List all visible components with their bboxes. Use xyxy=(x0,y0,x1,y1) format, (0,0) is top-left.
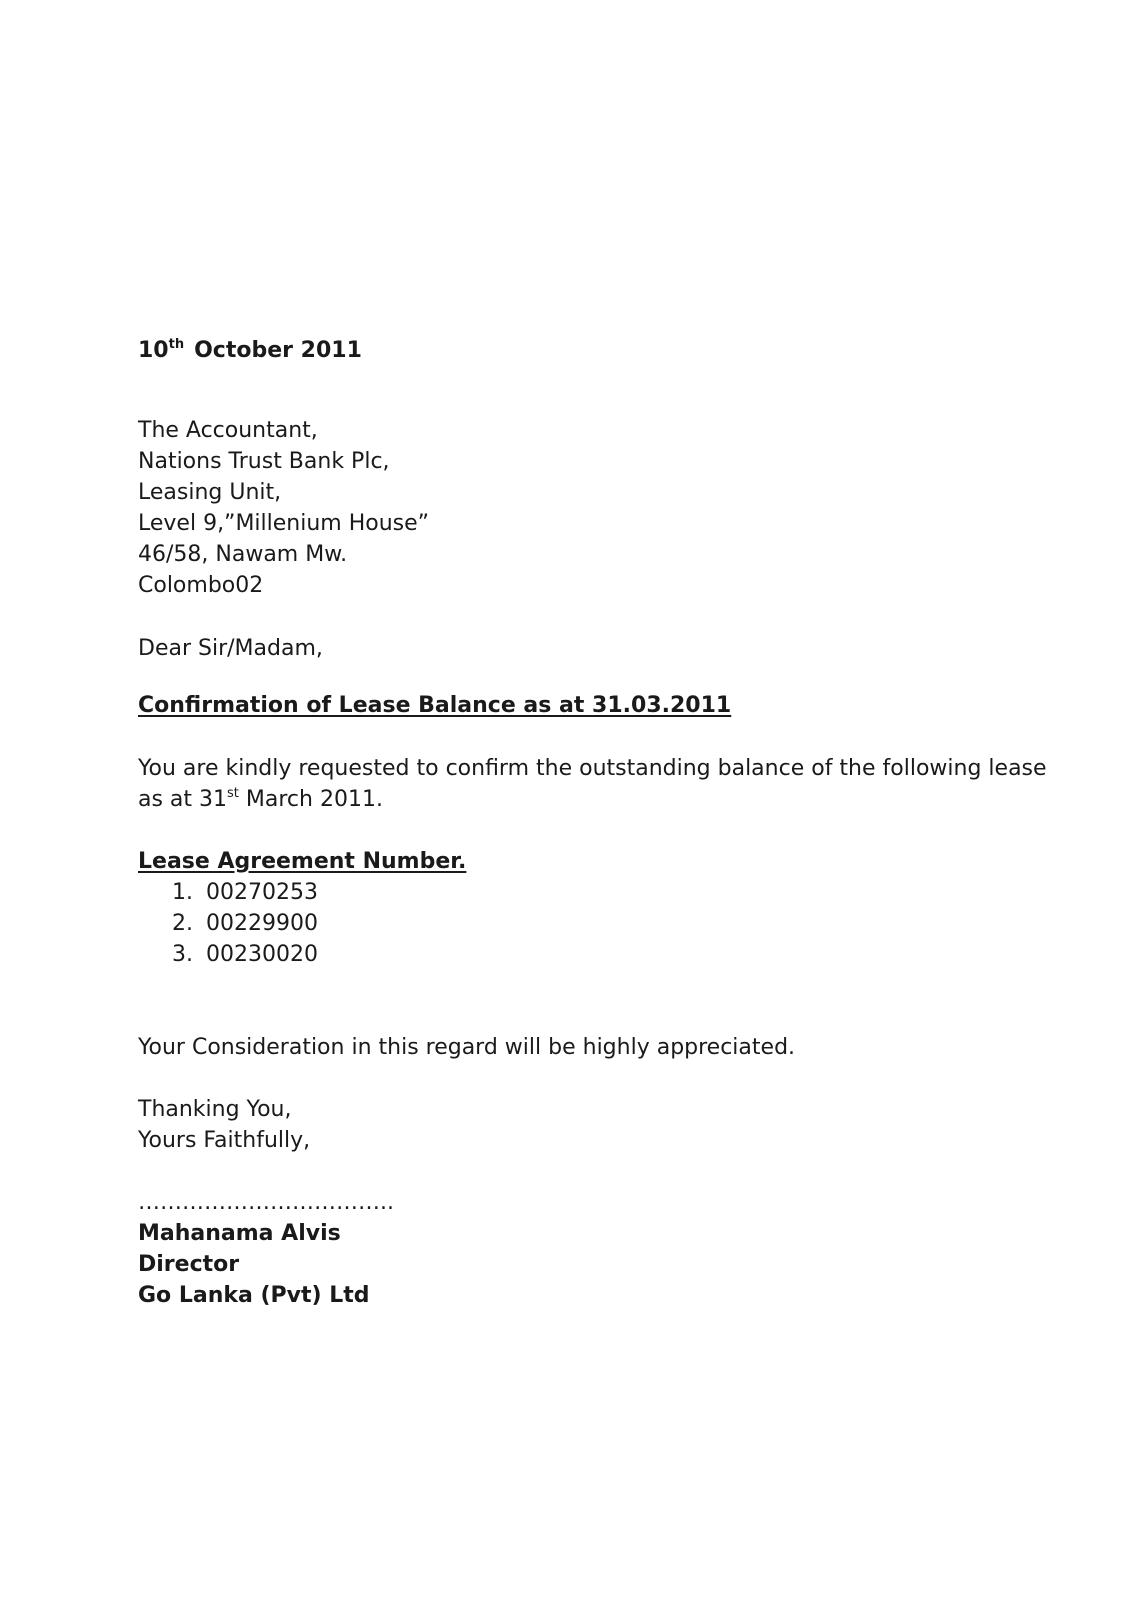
recipient-line: Colombo02 xyxy=(138,573,264,598)
recipient-line: 46/58, Nawam Mw. xyxy=(138,542,348,567)
list-item-index: 2. xyxy=(172,911,193,936)
list-item xyxy=(172,940,318,970)
body-date-prefix: as at 31 xyxy=(138,787,228,812)
list-item-value: 00229900 xyxy=(206,911,318,936)
body-date-rest: March 2011. xyxy=(238,787,383,812)
subject-line: Confirmation of Lease Balance as at 31.03.2011 xyxy=(138,693,732,718)
body-text-line-2 xyxy=(138,785,383,815)
salutation: Dear Sir/Madam, xyxy=(138,636,323,661)
closing-line-2: Yours Faithfully, xyxy=(138,1128,311,1153)
list-item-value: 00270253 xyxy=(206,880,318,905)
signature-line: …………………………….. xyxy=(138,1190,394,1215)
letter-date xyxy=(138,336,362,366)
signatory-title: Director xyxy=(138,1252,240,1277)
recipient-line: Level 9,”Millenium House” xyxy=(138,511,430,536)
date-day: 10 xyxy=(138,338,169,363)
recipient-line: Leasing Unit, xyxy=(138,480,282,505)
recipient-line: Nations Trust Bank Plc, xyxy=(138,449,390,474)
list-item xyxy=(172,909,318,939)
signatory-name: Mahanama Alvis xyxy=(138,1221,341,1246)
signatory-company: Go Lanka (Pvt) Ltd xyxy=(138,1283,370,1308)
list-item xyxy=(172,878,318,908)
closing-line-1: Thanking You, xyxy=(138,1097,292,1122)
date-day-suffix: th xyxy=(168,337,185,352)
list-item-index: 3. xyxy=(172,942,193,967)
body-text-line-1: You are kindly requested to confirm the outstanding balance of the following lease xyxy=(138,756,1047,781)
date-month-year: October 2011 xyxy=(194,338,362,363)
body-date-suffix: st xyxy=(227,786,239,801)
list-item-value: 00230020 xyxy=(206,942,318,967)
list-item-index: 1. xyxy=(172,880,193,905)
consideration-text: Your Consideration in this regard will be highly appreciated. xyxy=(138,1035,796,1060)
lease-agreement-heading: Lease Agreement Number. xyxy=(138,849,467,874)
recipient-line: The Accountant, xyxy=(138,418,318,443)
